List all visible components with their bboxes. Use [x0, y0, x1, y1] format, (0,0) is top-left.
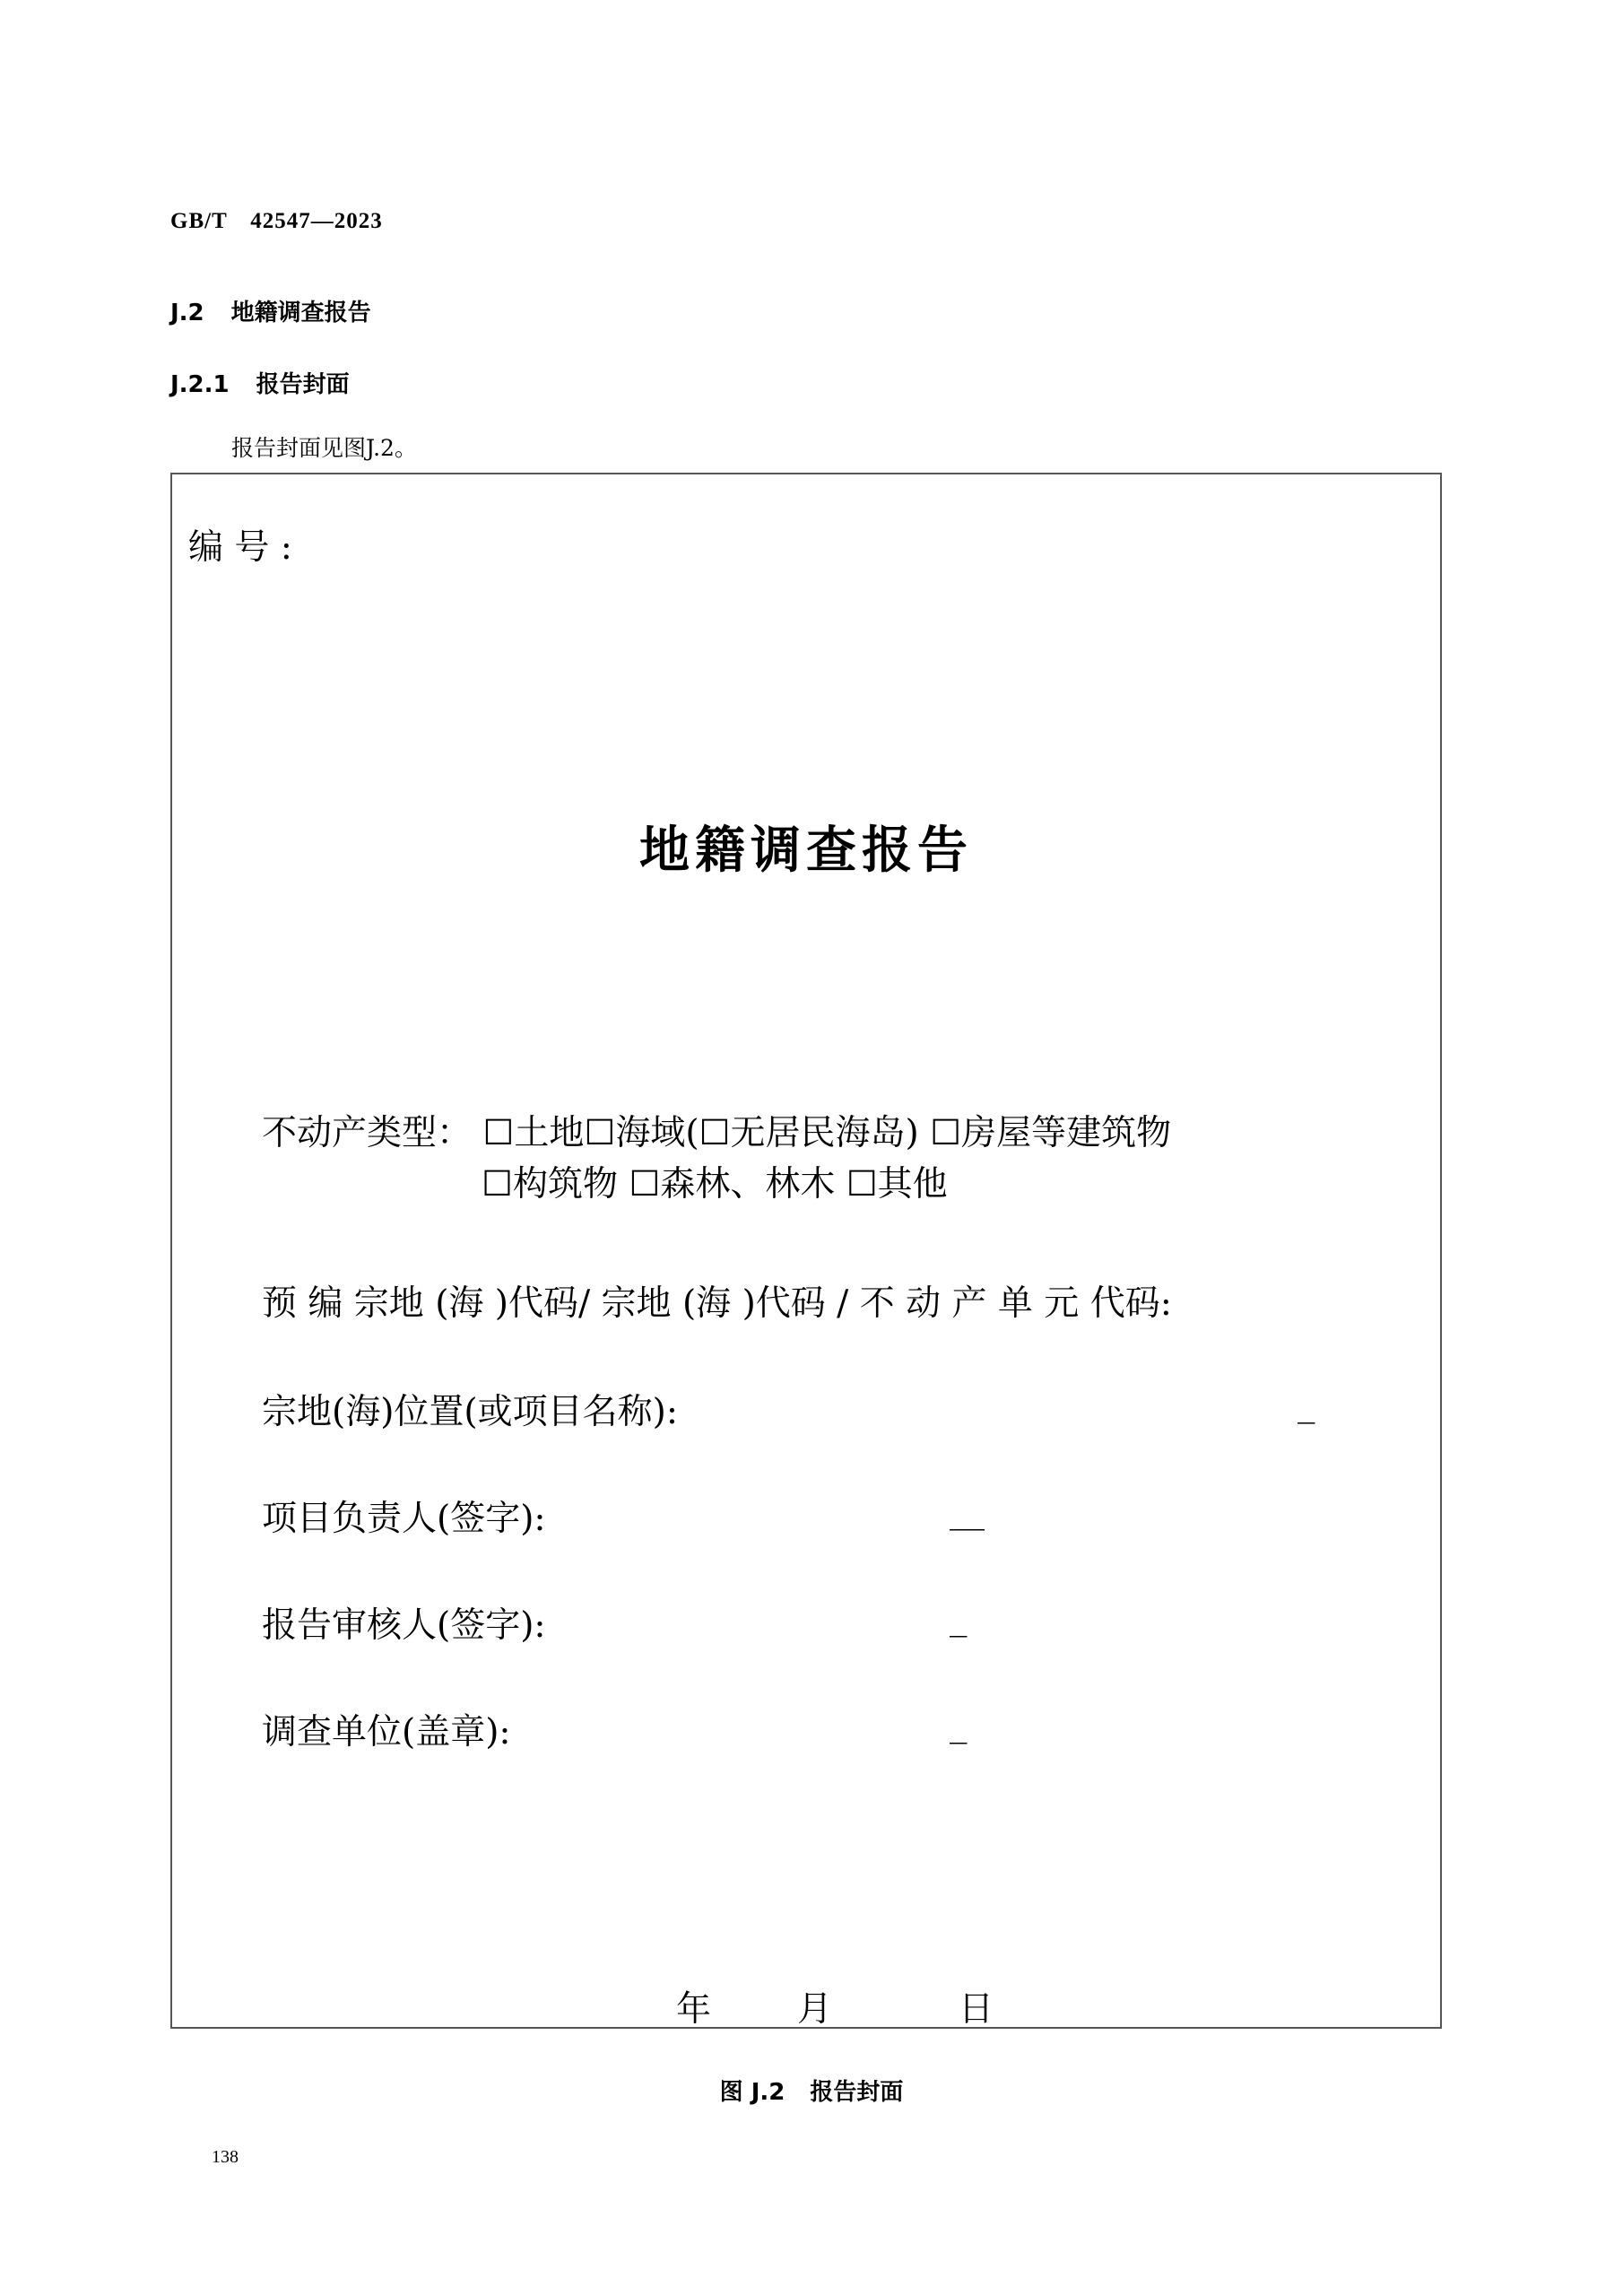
section-j21-title: 报告封面 [256, 371, 350, 398]
figure-caption-number: 图 J.2 [719, 2079, 785, 2106]
page-number: 138 [212, 2147, 239, 2167]
location-blank: _ [1298, 1384, 1315, 1424]
unit-code-line: 预 编 宗地 (海 )代码/ 宗地 (海 )代码 / 不 动 产 单 元 代码: [262, 1283, 1172, 1324]
date-month: 月 [797, 1989, 833, 2030]
section-j2-number: J.2 [170, 300, 204, 326]
property-type-line-1: 不动产类型： ☐土地☐海域(☐无居民海岛) ☐房屋等建筑物 [262, 1113, 1172, 1153]
date-year: 年 [676, 1989, 712, 2030]
section-j21-heading [170, 366, 350, 399]
location-label: 宗地(海)位置(或项目名称): [262, 1392, 679, 1432]
section-j2-title: 地籍调查报告 [230, 300, 371, 326]
project-leader-blank: __ [950, 1491, 985, 1531]
section-j21-number: J.2.1 [170, 371, 230, 398]
figure-caption [0, 2074, 1623, 2107]
intro-paragraph: 报告封面见图J.2。 [231, 435, 417, 461]
figure-caption-title: 报告封面 [810, 2079, 904, 2106]
report-reviewer-blank: _ [950, 1597, 968, 1638]
date-day: 日 [959, 1989, 994, 2030]
property-type-line-2: ☐构筑物 ☐森林、林木 ☐其他 [482, 1164, 948, 1205]
survey-unit-label: 调查单位(盖章): [262, 1712, 511, 1752]
cover-title: 地籍调查报告 [639, 822, 973, 880]
report-reviewer-label: 报告审核人(签字): [262, 1605, 546, 1646]
survey-unit-blank: _ [950, 1704, 968, 1744]
report-cover-frame [170, 473, 1442, 2029]
serial-number-label: 编 号 : [188, 527, 292, 568]
standard-number: GB/T 42547—2023 [170, 209, 383, 233]
section-j2-heading [170, 294, 371, 327]
project-leader-label: 项目负责人(签字): [262, 1499, 546, 1539]
